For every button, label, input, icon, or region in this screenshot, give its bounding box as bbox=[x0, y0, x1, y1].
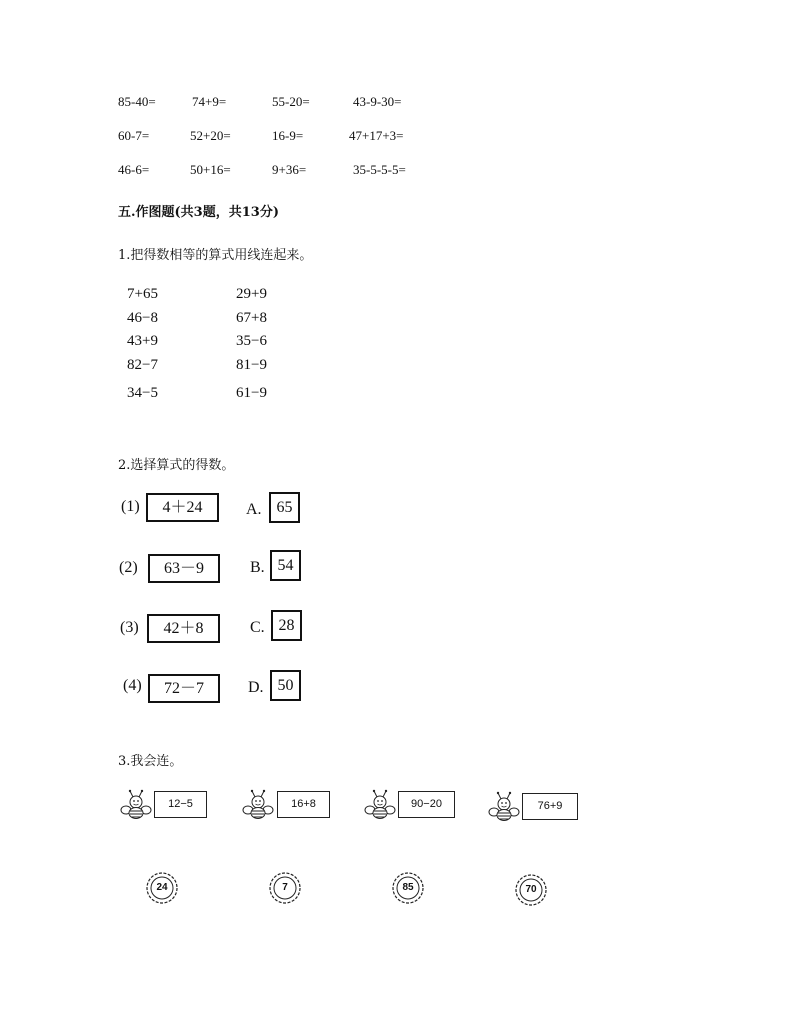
option-label: B. bbox=[250, 559, 265, 576]
calc-item: 46-6= bbox=[118, 162, 150, 177]
bee-icon bbox=[120, 789, 154, 821]
expression-box: 4＋24 bbox=[146, 493, 219, 522]
right-expression: 35−6 bbox=[236, 333, 267, 349]
left-expression: 43+9 bbox=[127, 333, 158, 349]
flower-number: 7 bbox=[282, 882, 288, 893]
right-expression: 81−9 bbox=[236, 357, 267, 373]
calc-item: 50+16= bbox=[190, 162, 231, 177]
answer-box: 65 bbox=[269, 492, 300, 523]
bee-icon bbox=[364, 789, 398, 821]
expression-box: 42＋8 bbox=[147, 614, 220, 643]
left-expression: 82−7 bbox=[127, 357, 158, 373]
calc-item: 16-9= bbox=[272, 128, 304, 143]
flower-number: 24 bbox=[156, 882, 168, 893]
calc-item: 60-7= bbox=[118, 128, 150, 143]
bee-card: 12−5 bbox=[154, 791, 207, 818]
calc-item: 35-5-5-5= bbox=[353, 162, 406, 177]
section-title: 五.作图题(共3题，共13分) bbox=[118, 205, 279, 220]
item-number: (2) bbox=[119, 559, 138, 576]
calc-item: 9+36= bbox=[272, 162, 307, 177]
bee-card: 16+8 bbox=[277, 791, 330, 818]
item-number: (4) bbox=[123, 677, 142, 694]
right-expression: 67+8 bbox=[236, 310, 267, 326]
calc-item: 55-20= bbox=[272, 94, 310, 109]
bee-card: 76+9 bbox=[522, 793, 578, 820]
left-expression: 7+65 bbox=[127, 286, 158, 302]
right-expression: 61−9 bbox=[236, 385, 267, 401]
question-1-title: 1.把得数相等的算式用线连起来。 bbox=[118, 248, 313, 263]
flower-number: 85 bbox=[402, 882, 414, 893]
item-number: (1) bbox=[121, 498, 140, 515]
calc-item: 74+9= bbox=[192, 94, 227, 109]
flower-number: 70 bbox=[525, 884, 537, 895]
left-expression: 34−5 bbox=[127, 385, 158, 401]
option-label: A. bbox=[246, 501, 262, 518]
item-number: (3) bbox=[120, 619, 139, 636]
question-2-title: 2.选择算式的得数。 bbox=[118, 458, 235, 473]
answer-box: 28 bbox=[271, 610, 302, 641]
calc-item: 43-9-30= bbox=[353, 94, 402, 109]
expression-box: 63－9 bbox=[148, 554, 220, 583]
bee-icon bbox=[242, 789, 276, 821]
left-expression: 46−8 bbox=[127, 310, 158, 326]
answer-box: 50 bbox=[270, 670, 301, 701]
calc-item: 52+20= bbox=[190, 128, 231, 143]
option-label: C. bbox=[250, 619, 265, 636]
option-label: D. bbox=[248, 679, 264, 696]
question-3-title: 3.我会连。 bbox=[118, 754, 183, 769]
calc-item: 85-40= bbox=[118, 94, 156, 109]
bee-card: 90−20 bbox=[398, 791, 455, 818]
right-expression: 29+9 bbox=[236, 286, 267, 302]
answer-box: 54 bbox=[270, 550, 301, 581]
expression-box: 72－7 bbox=[148, 674, 220, 703]
calc-item: 47+17+3= bbox=[349, 128, 404, 143]
bee-icon bbox=[488, 791, 522, 823]
